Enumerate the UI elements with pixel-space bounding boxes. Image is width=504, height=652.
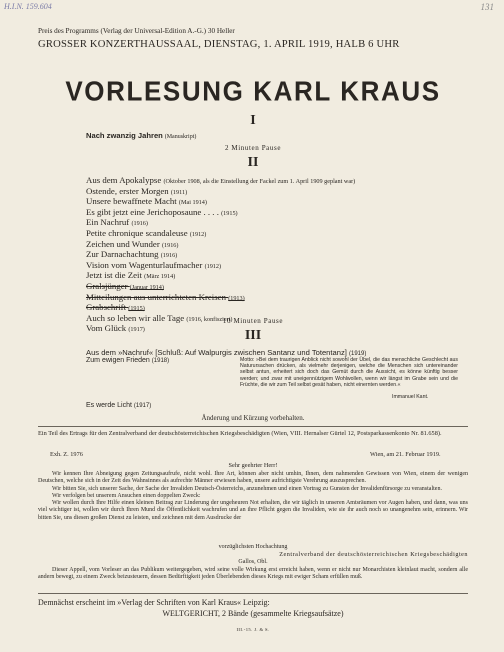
part-2-item-title: Vom Glück <box>86 323 127 334</box>
part-2-item-title: Aus dem Apokalypse <box>86 175 162 185</box>
part-3-numeral: III <box>244 328 262 343</box>
part-2-item-title: Ostende, erster Morgen <box>86 185 169 196</box>
corner-number: 131 <box>480 2 494 12</box>
part-1-item-title: Nach zwanzig Jahren <box>86 131 163 140</box>
part-2-item-title: Gralsjünger <box>86 280 128 291</box>
part-2-item-note: (Mai 1914) <box>178 199 207 207</box>
charity-date: Wien, am 21. Februar 1919. <box>370 451 441 458</box>
part-1-numeral: I <box>250 113 256 128</box>
part-3-zum-year: (1918) <box>151 358 170 364</box>
part-2-item-title: Auch so leben wir alle Tage <box>86 312 185 323</box>
pause-1: 2 Minuten Pause <box>224 144 282 152</box>
letter-paragraph: Wir kennen Ihre Abneigung gegen Zeitungsaufrufe, nicht wohl. Ihre Art, können aber nicht umhin, Ihnen, dem nahmenden Gewissen von Wien, einem der wenigen Deutschen, welche sich in der Zeit des Wahnsinnes als aufrechte Männer erwiesen haben, unsere aufrichtigste Verehrung auszusprechen. <box>38 471 468 485</box>
part-2-item-title: Jetzt ist die Zeit <box>86 270 142 281</box>
letter-paragraph: Wir verfolgen bei unserem Ansuchen einen doppelten Zweck: <box>52 492 201 499</box>
charity-reference: Exh. Z. 1976 <box>50 451 83 458</box>
part-1-item <box>86 131 196 140</box>
part-2-list <box>86 176 355 335</box>
part-2-numeral: II <box>247 155 259 170</box>
letter-organization: Zentralverband der deutschösterreichischen Kriegsbeschädigten <box>279 551 468 558</box>
part-2-item-title: Ein Nachruf <box>86 217 130 228</box>
part-2-item-note: (Oktober 1908, als die Einstellung der Fackel zum 1. April 1909 geplant war) <box>163 178 356 185</box>
page-title: VORLESUNG KARL KRAUS <box>65 74 441 108</box>
concert-header: GROSSER KONZERTHAUSSAAL, DIENSTAG, 1. APRIL 1919, HALB 6 UHR <box>38 39 400 50</box>
letter-paragraph: Wir bitten Sie, sich unserer Sache, der Sache der Invaliden Deutsch-Österreichs, anzunehmen und einen Vortrag zu Gunsten der Invalidenfürsorge zu veranstalten. <box>52 485 442 492</box>
part-2-item-note: (1916) <box>161 241 179 249</box>
part-3-werde-title: Es werde Licht <box>86 402 132 409</box>
part-2-item-note: (März 1914) <box>144 273 176 281</box>
part-2-item-note: (1915) <box>128 305 145 313</box>
letter-closing: vorzüglichsten Hochachtung <box>218 544 288 550</box>
part-2-item-note: (1916) <box>131 220 148 228</box>
part-3-werde-year: (1917) <box>133 403 152 409</box>
letter-paragraph: Wir wollen durch Ihre Hilfe einen kleinen Beitrag zur Linderung der ungeheuren Not erhalten, die wir täglich in unseren Amtsräumen vor Augen haben, und dann, was uns viel wichtiger ist, wollen wir durch Ihren Mund die Öffentlichkeit wachrufen und an ihre Pflicht gegen die Invaliden, wie sie ihr auch noch so unangenehm sein, erinnern. Wir bitten Sie, uns diesen großen Dienst zu leisten, und zeichnen mit dem Ausdrucke der <box>38 500 468 521</box>
part-2-item-note: (1912) <box>189 230 207 238</box>
divider-top <box>38 426 468 427</box>
part-2-item-note: (1916) <box>160 252 178 260</box>
part-2-item-note: (1916, konfisziert) <box>186 315 233 323</box>
divider-bottom <box>38 593 468 594</box>
letter-body <box>38 471 468 522</box>
part-3-heading-year: (1919) <box>349 351 367 357</box>
kant-motto-author: Immanuel Kant. <box>392 394 429 400</box>
part-3-heading-text: Aus dem »Nachruf« [Schluß: Auf Walpurgis zwischen Santanz und Totentanz] <box>86 348 347 357</box>
part-2-item-title: Petite chronique scandaleuse <box>86 227 188 238</box>
kant-motto: Motto: »Bei dem traurigen Anblick nicht sowohl der Übel, die das menschliche Geschlecht aus Naturursachen drücken, als vielmehr derjenigen, welche die Menschen sich untereinander selbst antun, erheitert sich doch das Gemüt durch die Aussicht, es könne künftig besser werden; und zwar mit uneigennützigem Wohlwollen, wenn wir längst im Grabe sein und die Früchte, die wir zum Teil selbst gesät haben, nicht einernten werden.« <box>240 357 458 388</box>
part-2-item-note: (1915) <box>221 209 238 217</box>
part-2-item-note: (1917) <box>128 326 145 334</box>
letter-signatories: Gallos, Obl. <box>238 559 268 565</box>
printer-mark: III.-15. J. & S. <box>236 627 270 632</box>
part-2-item-note: (Januar 1914) <box>129 283 164 291</box>
pause-2: 10 Minuten Pause <box>222 317 284 325</box>
part-3-zum <box>86 357 169 364</box>
appeal-paragraph: Dieser Appell, vom Vorleser an das Publikum weitergegeben, wird seine volle Wirkung erst erreicht haben, wenn er nicht nur Monarchisten kleinlaut macht, sondern alle andern bewegt, zu einem Zweck beizusteuern, dessen Bedürftigkeit jeden Überlebenden dieses Kriegs mit ewiger Scham erfüllen muß. <box>38 567 468 581</box>
part-1-item-note: (Manuskript) <box>164 134 197 140</box>
part-2-item-title: Unsere bewaffnete Macht <box>86 196 177 207</box>
part-2-item-title: Zeichen und Wunder <box>86 238 160 249</box>
part-2-item-title: Zur Darnachachtung <box>86 249 159 260</box>
part-2-item-title: Grabschrift <box>86 302 127 313</box>
part-2-item-title: Vision vom Wagenturlaufmacher <box>86 259 203 270</box>
part-2-item-title: Mitteilungen aus unterrichteten Kreisen <box>86 291 226 302</box>
letter-greeting: Sehr geehrter Herr! <box>228 462 278 469</box>
part-2-item-note: (1911) <box>170 188 188 196</box>
part-3-werde <box>86 402 151 409</box>
price-line: Preis des Programms (Verlag der Universal-Edition A.-G.) 30 Heller <box>38 27 235 35</box>
announcement-line-1: Demnächst erscheint im »Verlag der Schriften von Karl Kraus« Leipzig: <box>38 598 270 607</box>
archive-number: H.I.N. 159.604 <box>4 2 52 11</box>
part-2-item-note: (1912) <box>204 262 222 270</box>
part-2-item-note: (1913) <box>228 294 245 302</box>
part-3-heading <box>86 348 366 357</box>
charity-intro: Ein Teil des Ertrags für den Zentralverband der deutschösterreichischen Kriegsbeschädigten (Wien, VIII. Hernalser Gürtel 12, Postsparkassenkonto Nr. 81.658). <box>38 430 442 437</box>
changes-note: Änderung und Kürzung vorbehalten. <box>201 414 305 422</box>
part-2-item-title: Es gibt jetzt eine Jerichoposaune . . . . <box>86 206 219 217</box>
part-3-zum-title: Zum ewigen Frieden <box>86 357 150 364</box>
announcement-line-2: WELTGERICHT, 2 Bände (gesammelte Kriegsaufsätze) <box>162 609 344 618</box>
